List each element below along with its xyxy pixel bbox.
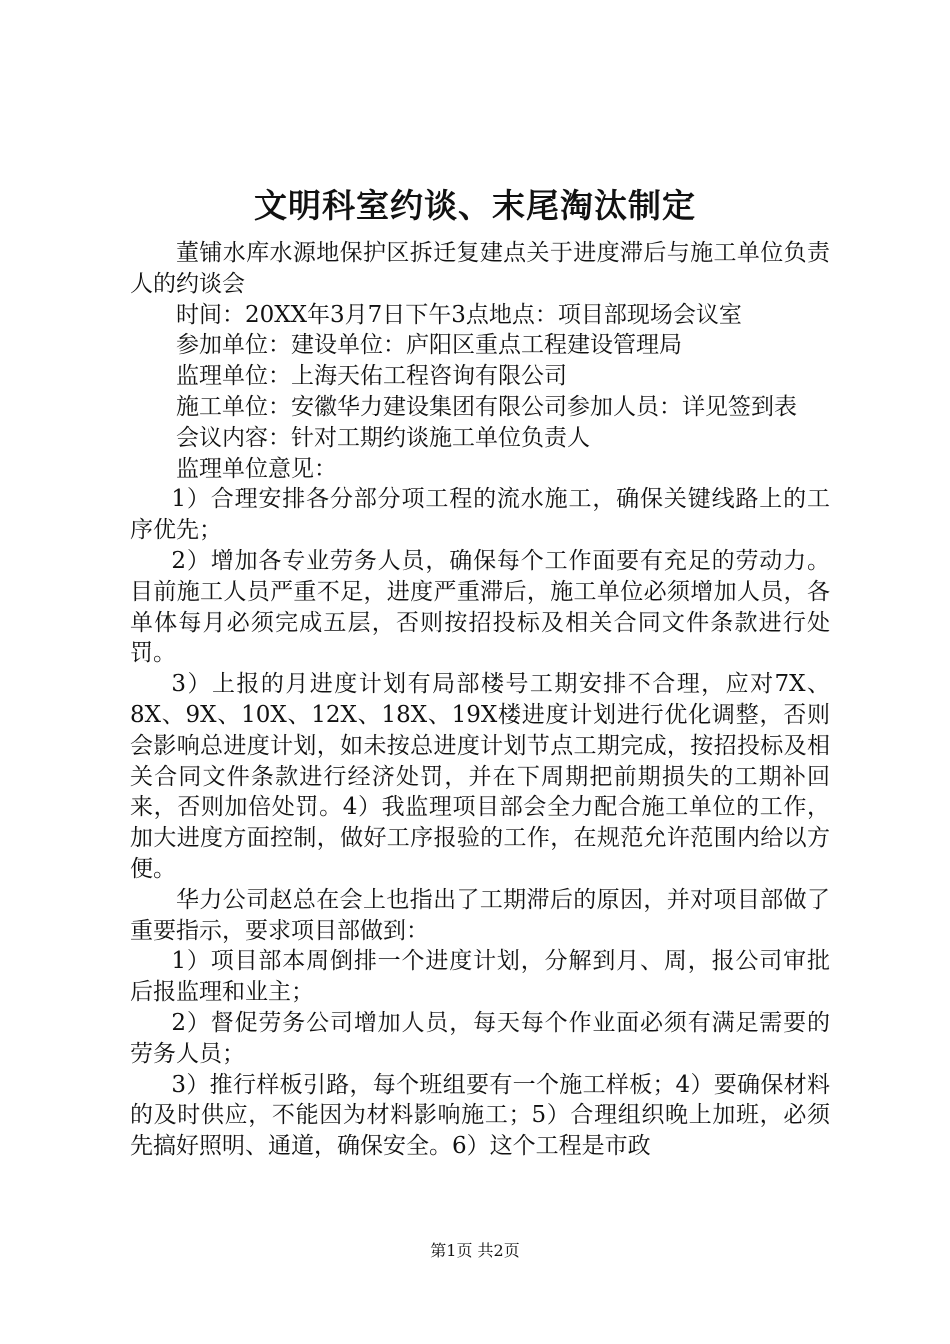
paragraph-item-1: 1）合理安排各分部分项工程的流水施工，确保关键线路上的工序优先； — [130, 486, 830, 544]
document-body — [130, 238, 830, 1162]
paragraph-requirement-3: 3）推行样板引路，每个班组要有一个施工样板；4）要确保材料的及时供应，不能因为材料影响施工；5）合理组织晚上加班，必须先搞好照明、通道，确保安全。6）这个工程是市政 — [130, 1071, 830, 1160]
paragraph-time-location: 时间：20XX年3月7日下午3点地点：项目部现场会议室 — [176, 301, 742, 328]
paragraph-intro: 董铺水库水源地保护区拆迁复建点关于进度滞后与施工单位负责人的约谈会 — [130, 240, 830, 297]
page-number: 第1页 共2页 — [430, 1241, 520, 1260]
paragraph-supervisor-unit: 监理单位：上海天佑工程咨询有限公司 — [176, 363, 567, 390]
paragraph-participants: 参加单位：建设单位：庐阳区重点工程建设管理局 — [176, 332, 682, 359]
paragraph-supervisor-opinion: 监理单位意见： — [176, 455, 337, 482]
paragraph-huali-remarks: 华力公司赵总在会上也指出了工期滞后的原因，并对项目部做了重要指示，要求项目部做到： — [130, 886, 830, 944]
paragraph-requirement-2: 2）督促劳务公司增加人员，每天每个作业面必须有满足需要的劳务人员； — [130, 1009, 830, 1067]
paragraph-construction-unit: 施工单位：安徽华力建设集团有限公司参加人员：详见签到表 — [176, 393, 797, 420]
paragraph-item-3: 3）上报的月进度计划有局部楼号工期安排不合理，应对7X、8X、9X、10X、12X、18X、19X楼进度计划进行优化调整，否则会影响总进度计划，如未按总进度计划节点工期完成，按招投标及相关合同文件条款进行经济处罚，并在下周期把前期损失的工期补回来，否则加倍处罚。4）我监理项目部会全力配合施工单位的工作，加大进度方面控制，做好工序报验的工作，在规范允许范围内给以方便。 — [130, 671, 830, 882]
paragraph-meeting-content: 会议内容：针对工期约谈施工单位负责人 — [176, 424, 590, 451]
document-title: 文明科室约谈、末尾淘汰制定 — [254, 186, 696, 225]
paragraph-item-2: 2）增加各专业劳务人员，确保每个工作面要有充足的劳动力。目前施工人员严重不足，进度严重滞后，施工单位必须增加人员，各单体每月必须完成五层，否则按招投标及相关合同文件条款进行处罚。 — [130, 547, 830, 667]
paragraph-requirement-1: 1）项目部本周倒排一个进度计划，分解到月、周，报公司审批后报监理和业主； — [130, 948, 830, 1006]
